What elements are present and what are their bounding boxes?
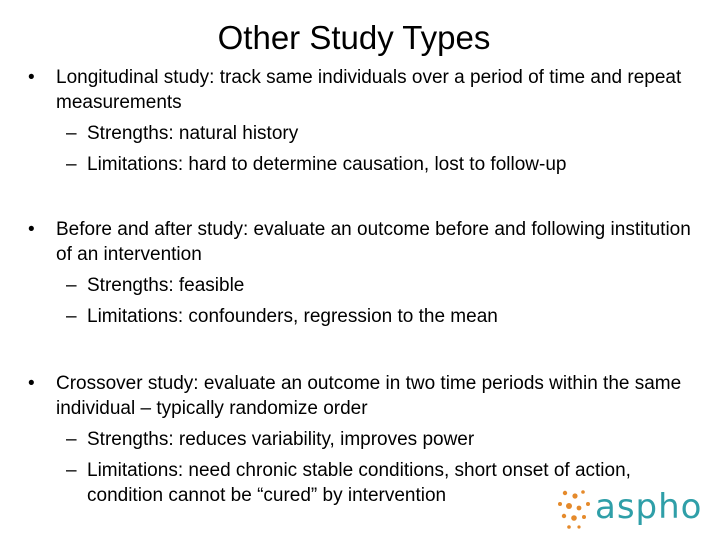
- sub-bullet-dash: –: [66, 123, 77, 144]
- sub-bullet-dash: –: [66, 460, 77, 481]
- bullet-text: Crossover study: evaluate an outcome in two time periods within the same individual – typically randomize order: [56, 373, 682, 419]
- bullet-text: Longitudinal study: track same individuals over a period of time and repeat measurements: [56, 67, 682, 113]
- sub-bullet-text: Limitations: need chronic stable conditions, short onset of action, condition cannot be “cured” by intervention: [87, 460, 631, 506]
- sub-bullet-dash: –: [66, 154, 77, 175]
- bullet-longitudinal: [28, 65, 698, 177]
- bullet-text: Before and after study: evaluate an outcome before and following institution of an intervention: [56, 219, 691, 265]
- slide-title: Other Study Types: [217, 19, 491, 56]
- bullet-before-after: [28, 217, 698, 329]
- sub-bullet-text: Limitations: hard to determine causation, lost to follow-up: [87, 154, 567, 175]
- sub-bullet-text: Limitations: confounders, regression to the mean: [87, 306, 498, 327]
- sub-bullet-dash: –: [66, 429, 77, 450]
- bullet-dot: •: [28, 67, 35, 88]
- dot-cluster-logo-icon: [555, 486, 595, 532]
- aspho-logo: [555, 486, 715, 532]
- bullet-dot: •: [28, 219, 35, 240]
- sub-bullet-dash: –: [66, 275, 77, 296]
- sub-bullet-text: Strengths: reduces variability, improves power: [87, 429, 475, 450]
- logo-wordmark: aspho: [595, 487, 703, 527]
- sub-bullet-text: Strengths: natural history: [87, 123, 299, 144]
- sub-bullet-dash: –: [66, 306, 77, 327]
- bullet-dot: •: [28, 373, 35, 394]
- sub-bullet-text: Strengths: feasible: [87, 275, 245, 296]
